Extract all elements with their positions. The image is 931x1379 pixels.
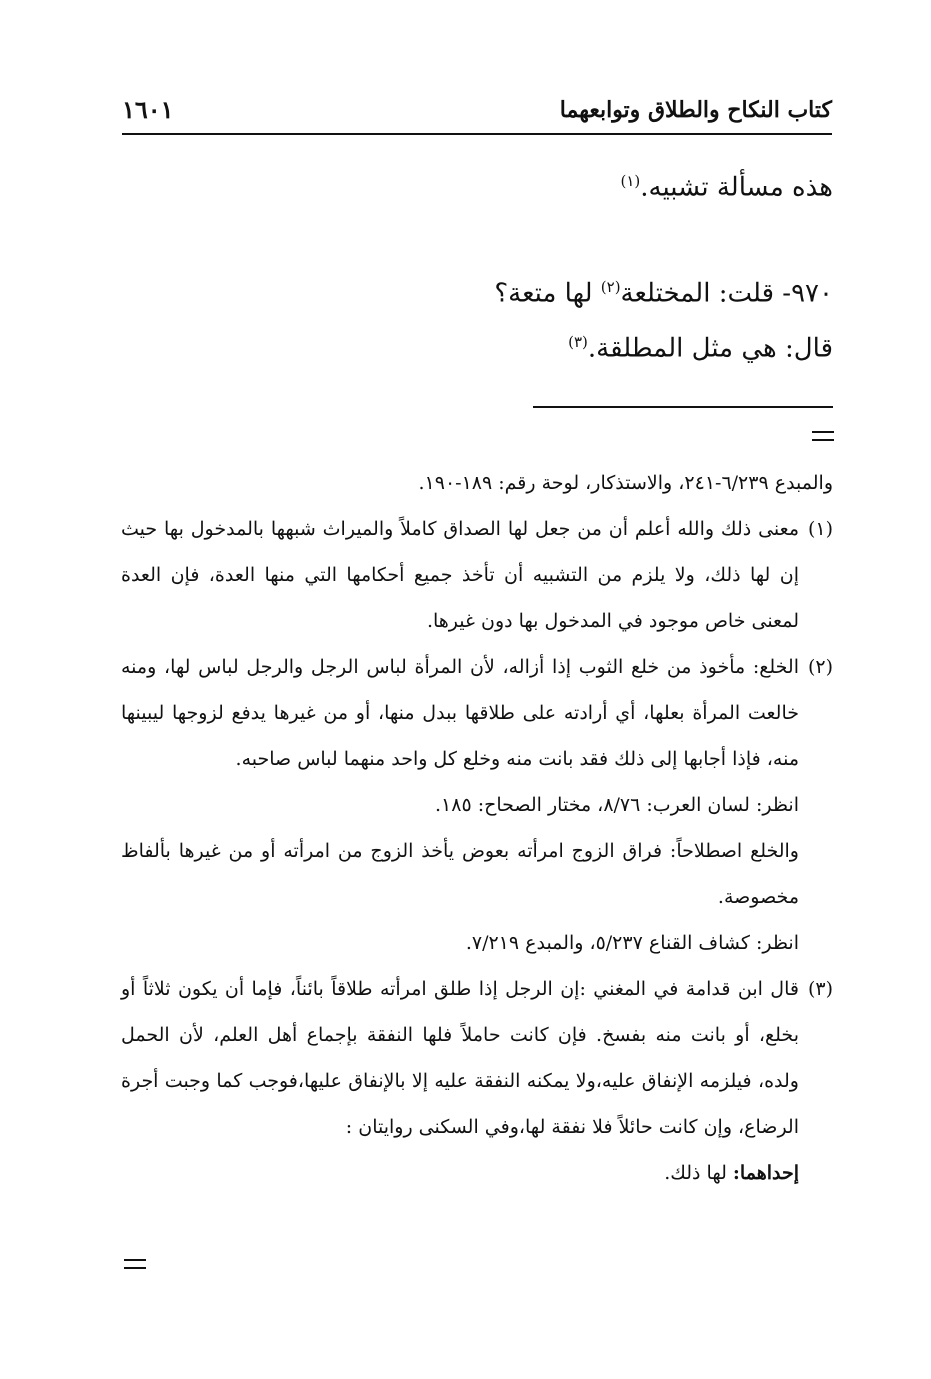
header-title: كتاب النكاح والطلاق وتوابعهما (559, 97, 832, 123)
continuation-mark-top (812, 431, 834, 441)
main-text-line-1 (620, 172, 833, 203)
line1-text: هذه مسألة تشبيه. (640, 172, 833, 203)
footnote-ref-1: (١) (620, 172, 641, 190)
footnote-1 (121, 506, 833, 644)
footnote-carryover: والمبدع ٦/٢٣٩-٢٤١، والاستذكار، لوحة رقم: ١٨٩-١٩٠. (418, 472, 833, 494)
footnote-2-reference-1: انظر: لسان العرب: ٨/٧٦، مختار الصحاح: ١٨٥. (434, 794, 799, 816)
footnote-3-last-line (121, 1150, 833, 1196)
footnote-separator (533, 406, 833, 408)
footnote-3-last-text: لها ذلك. (664, 1162, 733, 1184)
footnote-2-number: (٢) (807, 656, 833, 678)
footnote-ref-3: (٣) (568, 333, 588, 351)
footnote-2 (121, 644, 833, 782)
footnotes (121, 460, 833, 1196)
footnote-2-definition: والخلع اصطلاحاً: فراق الزوج امرأته بعوض يأخذ الزوج من امرأته أو من غيرها بألفاظ مخصوصة. (121, 840, 799, 908)
answer-text: قال: هي مثل المطلقة. (587, 333, 833, 364)
footnote-3-bold-term: إحداهما: (732, 1162, 799, 1184)
continuation-mark-bottom (124, 1259, 146, 1269)
running-header (122, 93, 832, 135)
page-number: ١٦٠١ (122, 95, 174, 124)
footnote-1-text: معنى ذلك والله أعلم أن من جعل لها الصداق كاملاً والميراث شبهها بالمدخول بها حيث إن لها ذلك، ولا يلزم من التشبيه أن تأخذ جميع أحكامها التي منها العدة، فإن العدة لمعنى خاص موجود في المدخول بها دون غيرها. (121, 518, 799, 632)
footnote-3 (121, 966, 833, 1150)
footnote-ref-2: (٢) (600, 278, 621, 296)
footnote-3-text: قال ابن قدامة في المغني :إن الرجل إذا طلق امرأته طلاقاً بائناً، فإما أن يكون ثلاثاً أو بخلع، أو بانت منه بفسخ. فإن كانت حاملاً فلها النفقة بإجماع أهل العلم، لأن الحمل ولده، فيلزمه الإنفاق عليه،ولا يمكنه النفقة عليه إلا بالإنفاق عليها،فوجب كما وجبت أجرة الرضاع، وإن كانت حائلاً فلا نفقة لها،وفي السكنى روايتان : (121, 978, 799, 1138)
question-suffix: لها متعة؟ (494, 278, 601, 309)
footnote-3-number: (٣) (807, 978, 833, 1000)
footnote-1-number: (١) (807, 518, 833, 540)
question-line (494, 278, 833, 309)
footnote-2-reference-2: انظر: كشاف القناع ٥/٢٣٧، والمبدع ٧/٢١٩. (465, 932, 799, 954)
question-prefix: ٩٧٠- قلت: المختلعة (620, 278, 833, 309)
footnote-2-text: الخلع: مأخوذ من خلع الثوب إذا أزاله، لأن المرأة لباس الرجل والرجل لباس لها، ومنه خالعت المرأة بعلها، أي أرادته على طلاقها ببدل منها، أو من غيرها يدفع لزوجها ليبينها منه، فإذا أجابها إلى ذلك فقد بانت منه وخلع كل واحد منهما لباس صاحبه. (121, 656, 799, 770)
answer-line (568, 333, 833, 364)
